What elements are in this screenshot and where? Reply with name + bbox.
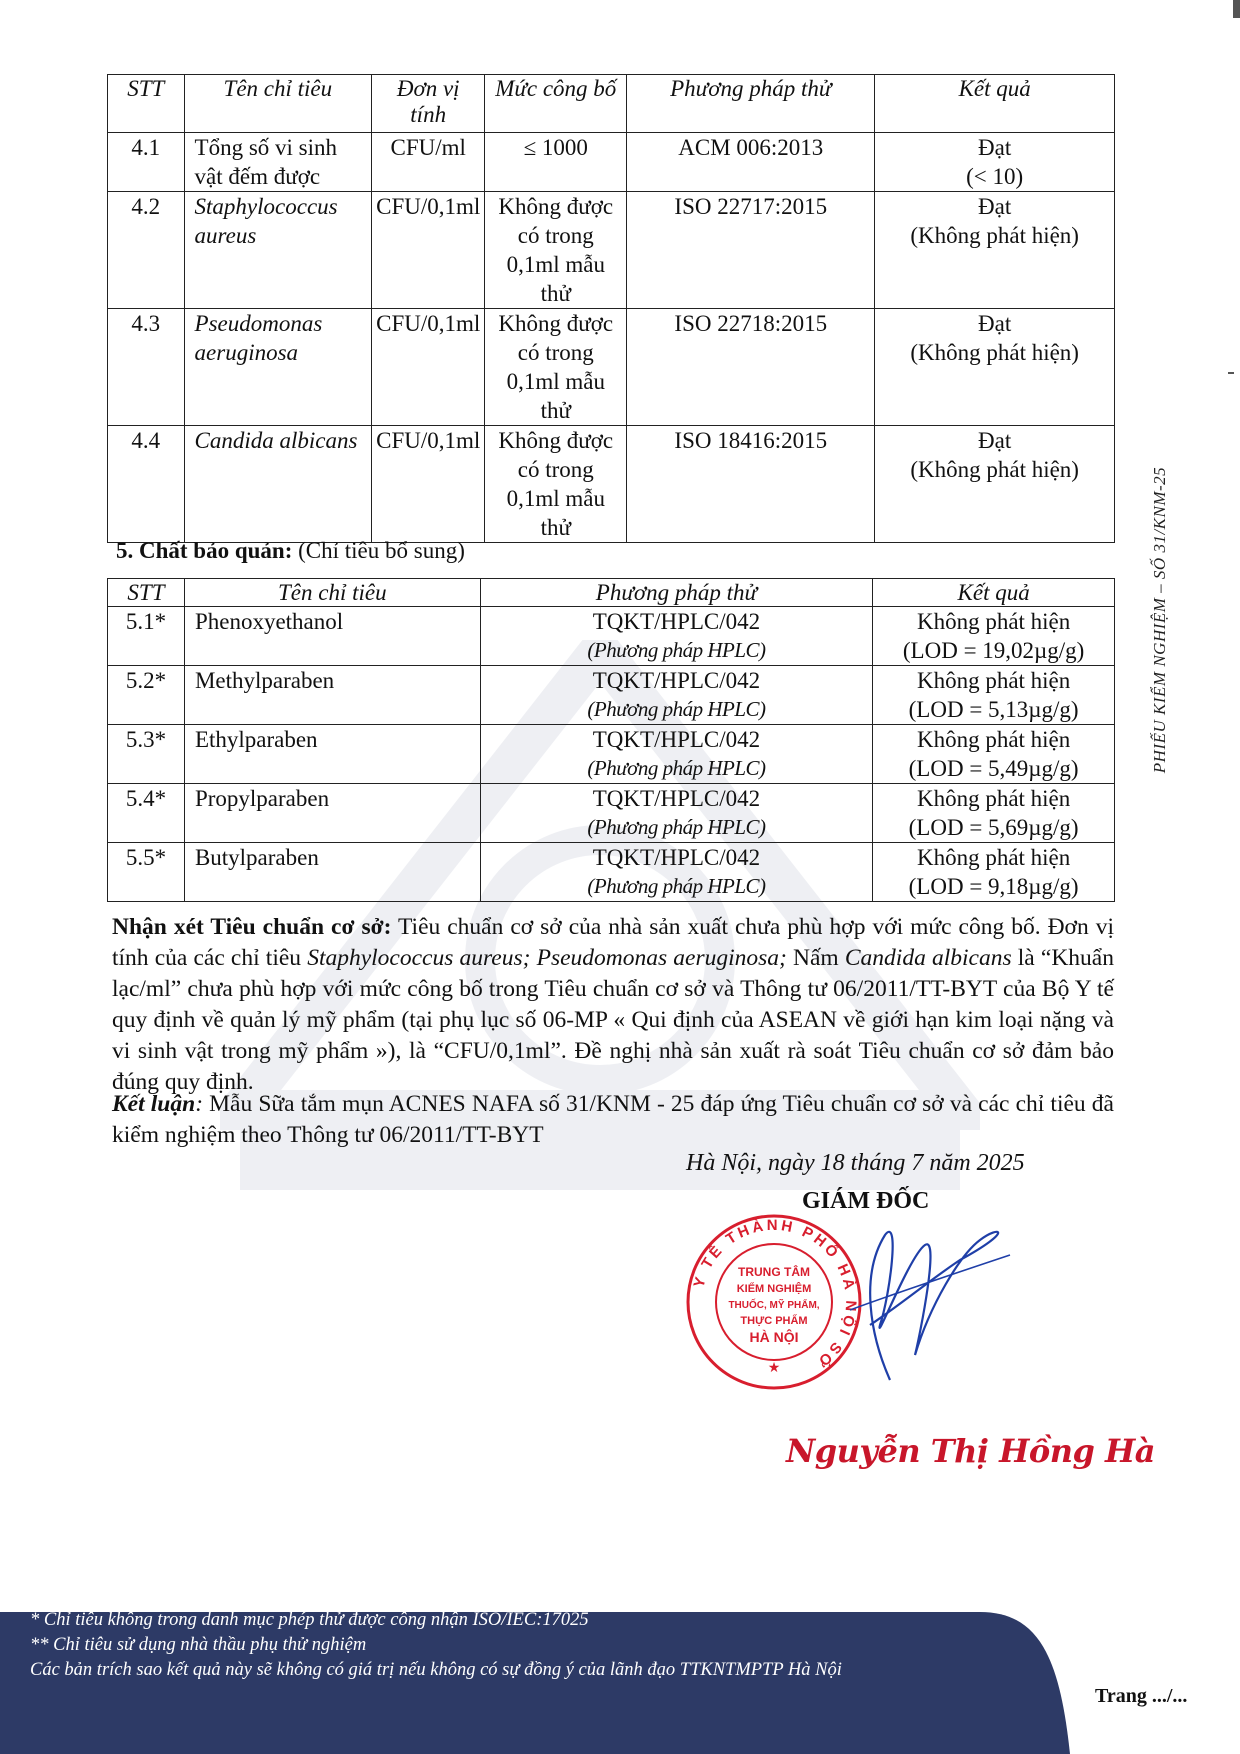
result-detail: (LOD = 5,69µg/g)	[908, 815, 1079, 840]
result-text: Không phát hiện	[916, 609, 1071, 634]
page-edge	[1225, 0, 1240, 1754]
cell-result	[873, 725, 1115, 784]
method-detail: (Phương pháp HPLC)	[587, 756, 766, 780]
cell-result	[873, 784, 1115, 843]
result-detail: (Không phát hiện)	[910, 340, 1079, 365]
cell-level: ≤ 1000	[485, 133, 627, 192]
cell-stt: 5.1*	[108, 607, 185, 666]
cell-stt: 4.3	[108, 309, 185, 426]
cell-result	[875, 192, 1115, 309]
result-text: Đạt	[978, 194, 1012, 219]
footer-notes	[30, 1608, 842, 1683]
table-row	[108, 426, 1115, 543]
result-text: Đạt	[978, 311, 1012, 336]
conclusion-label: Kết luận	[112, 1091, 196, 1117]
table-row	[108, 607, 1115, 666]
cell-stt: 5.3*	[108, 725, 185, 784]
cell-method	[480, 666, 873, 725]
result-detail: (LOD = 19,02µg/g)	[902, 638, 1085, 663]
cell-level: Không được có trong 0,1ml mẫu thử	[485, 426, 627, 543]
cell-result	[875, 426, 1115, 543]
method-code: TQKT/HPLC/042	[592, 845, 761, 870]
col-header-name: Tên chỉ tiêu	[184, 75, 372, 133]
cell-level: Không được có trong 0,1ml mẫu thử	[485, 192, 627, 309]
cell-stt: 4.2	[108, 192, 185, 309]
table-row	[108, 309, 1115, 426]
method-code: TQKT/HPLC/042	[592, 727, 761, 752]
cell-stt: 5.5*	[108, 843, 185, 902]
cell-unit: CFU/0,1ml	[372, 192, 485, 309]
method-detail: (Phương pháp HPLC)	[587, 638, 766, 662]
result-text: Không phát hiện	[916, 727, 1071, 752]
cell-stt: 4.4	[108, 426, 185, 543]
side-report-label: PHIẾU KIỂM NGHIỆM – SỐ 31/KNM-25	[1150, 466, 1169, 774]
col-header-name: Tên chỉ tiêu	[184, 579, 480, 607]
result-detail: (LOD = 5,49µg/g)	[908, 756, 1079, 781]
cell-method: ISO 22717:2015	[627, 192, 875, 309]
method-detail: (Phương pháp HPLC)	[587, 874, 766, 898]
comment-species: Staphylococcus aureus; Pseudomonas aeruginosa;	[307, 945, 787, 971]
col-header-unit: Đơn vị tính	[372, 75, 485, 133]
cell-result	[873, 607, 1115, 666]
result-text: Không phát hiện	[916, 786, 1071, 811]
section5-title-rest: (Chỉ tiêu bổ sung)	[292, 538, 465, 563]
table-row	[108, 133, 1115, 192]
result-detail: (Không phát hiện)	[910, 457, 1079, 482]
result-text: Không phát hiện	[916, 845, 1071, 870]
result-text: Đạt	[978, 428, 1012, 453]
stamp-star-icon: ★	[767, 1361, 781, 1376]
cell-name: Candida albicans	[184, 426, 372, 543]
stamp-line-5: HÀ NỘI	[749, 1329, 799, 1345]
stamp-line-3: THUỐC, MỸ PHẨM,	[728, 1300, 820, 1311]
col-header-level: Mức công bố	[485, 75, 627, 133]
signature-strokes	[830, 1215, 1020, 1385]
signer-role: GIÁM ĐỐC	[802, 1188, 930, 1214]
result-text: Không phát hiện	[916, 668, 1071, 693]
cell-unit: CFU/0,1ml	[372, 426, 485, 543]
footer-note-3: Các bản trích sao kết quả này sẽ không có giá trị nếu không có sự đồng ý của lãnh đạo TTKNTMPTP Hà Nội	[30, 1660, 842, 1680]
cell-method	[480, 784, 873, 843]
result-detail: (Không phát hiện)	[910, 223, 1079, 248]
result-text: Đạt	[978, 135, 1012, 160]
cell-name: Butylparaben	[184, 843, 480, 902]
table-row	[108, 666, 1115, 725]
col-header-result: Kết quả	[873, 579, 1115, 607]
table-header-row	[108, 75, 1115, 133]
microbiology-table	[107, 74, 1115, 543]
cell-stt: 4.1	[108, 133, 185, 192]
comment-candida: Candida albicans	[844, 945, 1012, 971]
method-detail: (Phương pháp HPLC)	[587, 697, 766, 721]
cell-method: ISO 18416:2015	[627, 426, 875, 543]
col-header-stt: STT	[108, 75, 185, 133]
date-line: Hà Nội, ngày 18 tháng 7 năm 2025	[686, 1150, 1025, 1176]
cell-method: ISO 22718:2015	[627, 309, 875, 426]
col-header-method: Phương pháp thử	[627, 75, 875, 133]
stamp-line-2: KIỂM NGHIỆM	[736, 1283, 812, 1295]
cell-unit: CFU/ml	[372, 133, 485, 192]
comment-text-1: Tiêu chuẩn cơ sở của nhà sản xuất chưa phù hợp với mức công bố. Đơn vị tính của các chỉ tiêu	[112, 914, 1114, 971]
table-header-row	[108, 579, 1115, 607]
result-detail: (LOD = 5,13µg/g)	[908, 697, 1079, 722]
cell-name: Staphylococcus aureus	[184, 192, 372, 309]
cell-result	[873, 843, 1115, 902]
col-header-method: Phương pháp thử	[480, 579, 873, 607]
cell-result	[875, 133, 1115, 192]
conclusion-text: Mẫu Sữa tắm mụn ACNES NAFA số 31/KNM - 25 đáp ứng Tiêu chuẩn cơ sở và các chỉ tiêu đã kiểm nghiệm theo Thông tư 06/2011/TT-BYT	[112, 1091, 1114, 1148]
comment-text-2: Nấm	[786, 945, 845, 971]
standard-comment	[112, 912, 1114, 1098]
result-detail: (LOD = 9,18µg/g)	[908, 874, 1079, 899]
cell-name: Ethylparaben	[184, 725, 480, 784]
signer-name: Nguyễn Thị Hồng Hà	[786, 1432, 1155, 1470]
section5-title-bold: 5. Chất bảo quản:	[116, 538, 293, 563]
footer-note-2: ** Chỉ tiêu sử dụng nhà thầu phụ thử nghiệm	[30, 1635, 367, 1655]
cell-name: Tổng số vi sinh vật đếm được	[184, 133, 372, 192]
col-header-stt: STT	[108, 579, 185, 607]
cell-unit: CFU/0,1ml	[372, 309, 485, 426]
stamp-line-1: TRUNG TÂM	[738, 1265, 810, 1279]
cell-level: Không được có trong 0,1ml mẫu thử	[485, 309, 627, 426]
table-row	[108, 725, 1115, 784]
method-code: TQKT/HPLC/042	[592, 609, 761, 634]
cell-method	[480, 843, 873, 902]
cell-result	[875, 309, 1115, 426]
method-code: TQKT/HPLC/042	[592, 786, 761, 811]
cell-name: Methylparaben	[184, 666, 480, 725]
method-code: TQKT/HPLC/042	[592, 668, 761, 693]
page-number: Trang .../...	[1095, 1685, 1188, 1707]
cell-name: Phenoxyethanol	[184, 607, 480, 666]
conclusion	[112, 1089, 1114, 1151]
cell-name: Propylparaben	[184, 784, 480, 843]
section5-title	[116, 536, 465, 566]
method-detail: (Phương pháp HPLC)	[587, 815, 766, 839]
table-row	[108, 192, 1115, 309]
cell-method	[480, 725, 873, 784]
cell-result	[873, 666, 1115, 725]
comment-label: Nhận xét Tiêu chuẩn cơ sở:	[112, 914, 392, 940]
preservative-table	[107, 578, 1115, 902]
cell-name: Pseudomonas aeruginosa	[184, 309, 372, 426]
comment-text-3: là “Khuẩn lạc/ml” chưa phù hợp với mức công bố trong Tiêu chuẩn cơ sở và Thông tư 06/2011/TT-BYT của Bộ Y tế quy định về quản lý mỹ phẩm (tại phụ lục số 06-MP « Qui định của ASEAN về giới hạn kim loại nặng và vi sinh vật trong mỹ phẩm »), là “CFU/0,1ml”. Đề nghị nhà sản xuất rà soát Tiêu chuẩn cơ sở đảm bảo đúng quy định.	[112, 945, 1114, 1095]
cell-stt: 5.2*	[108, 666, 185, 725]
table-row	[108, 843, 1115, 902]
cell-method	[480, 607, 873, 666]
cell-method: ACM 006:2013	[627, 133, 875, 192]
table-row	[108, 784, 1115, 843]
stamp-ring-text: Y TẾ THÀNH PHỐ HÀ NỘI SỞ	[690, 1216, 860, 1372]
stamp-line-4: THỰC PHẨM	[740, 1315, 808, 1327]
footer-note-1: * Chỉ tiêu không trong danh mục phép thử được công nhận ISO/IEC:17025	[30, 1610, 589, 1630]
col-header-result: Kết quả	[875, 75, 1115, 133]
conclusion-colon: :	[195, 1091, 204, 1117]
result-detail: (< 10)	[966, 164, 1024, 189]
cell-stt: 5.4*	[108, 784, 185, 843]
